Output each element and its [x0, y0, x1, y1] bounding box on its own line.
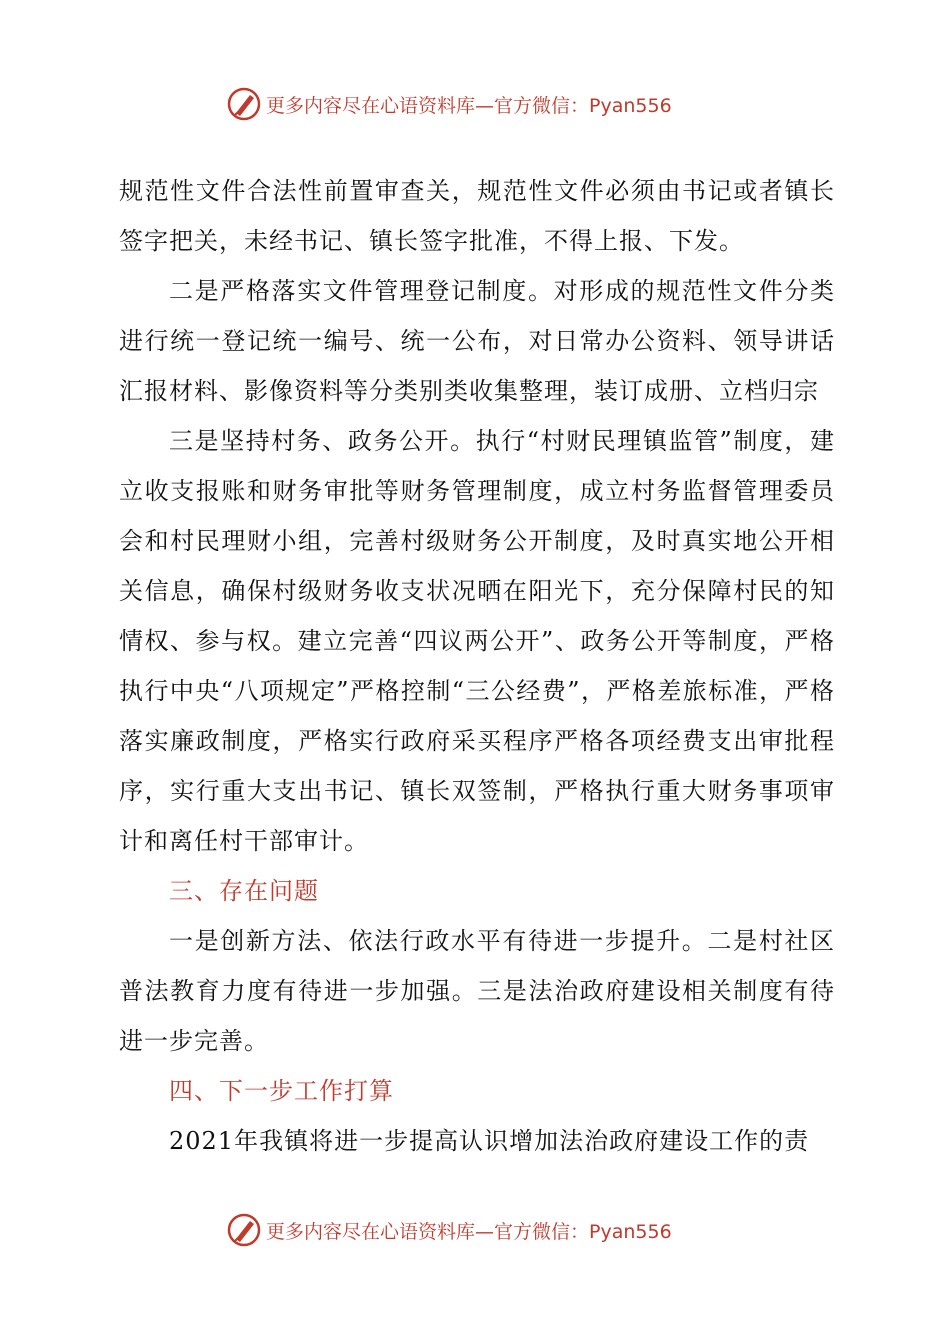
section-heading-next-steps: 四、下一步工作打算 [169, 1077, 394, 1105]
header-watermark-banner [226, 84, 726, 124]
pen-logo-icon [226, 1212, 262, 1248]
paragraph-next-steps: 2021年我镇将进一步提高认识增加法治政府建设工作的责 [169, 1127, 810, 1155]
banner-text: 更多内容尽在心语资料库—官方微信：Pyan556 [266, 94, 672, 117]
section-heading-problems: 三、存在问题 [169, 877, 319, 905]
paragraph-file-management: 二是严格落实文件管理登记制度。对形成的规范性文件分类进行统一登记统一编号、统一公布，对日常办公资料、领导讲话汇报材料、影像资料等分类别类收集整理，装订成册、立档归宗 [119, 277, 835, 405]
paragraph-problems: 一是创新方法、依法行政水平有待进一步提升。二是村社区普法教育力度有待进一步加强。三是法治政府建设相关制度有待进一步完善。 [119, 927, 835, 1055]
document-body [119, 166, 835, 1166]
banner-text: 更多内容尽在心语资料库—官方微信：Pyan556 [266, 1220, 672, 1243]
paragraph-open-affairs: 三是坚持村务、政务公开。执行“村财民理镇监管”制度，建立收支报账和财务审批等财务管理制度，成立村务监督管理委员会和村民理财小组，完善村级财务公开制度，及时真实地公开相关信息，确保村级财务收支状况晒在阳光下，充分保障村民的知情权、参与权。建立完善“四议两公开”、政务公开等制度，严格执行中央“八项规定”严格控制“三公经费”，严格差旅标准，严格落实廉政制度，严格实行政府采买程序严格各项经费支出审批程序，实行重大支出书记、镇长双签制，严格执行重大财务事项审计和离任村干部审计。 [119, 427, 835, 855]
pen-logo-icon [226, 86, 262, 122]
paragraph-review-check: 规范性文件合法性前置审查关，规范性文件必须由书记或者镇长签字把关，未经书记、镇长签字批准，不得上报、下发。 [119, 177, 835, 255]
footer-watermark-banner [226, 1210, 726, 1250]
